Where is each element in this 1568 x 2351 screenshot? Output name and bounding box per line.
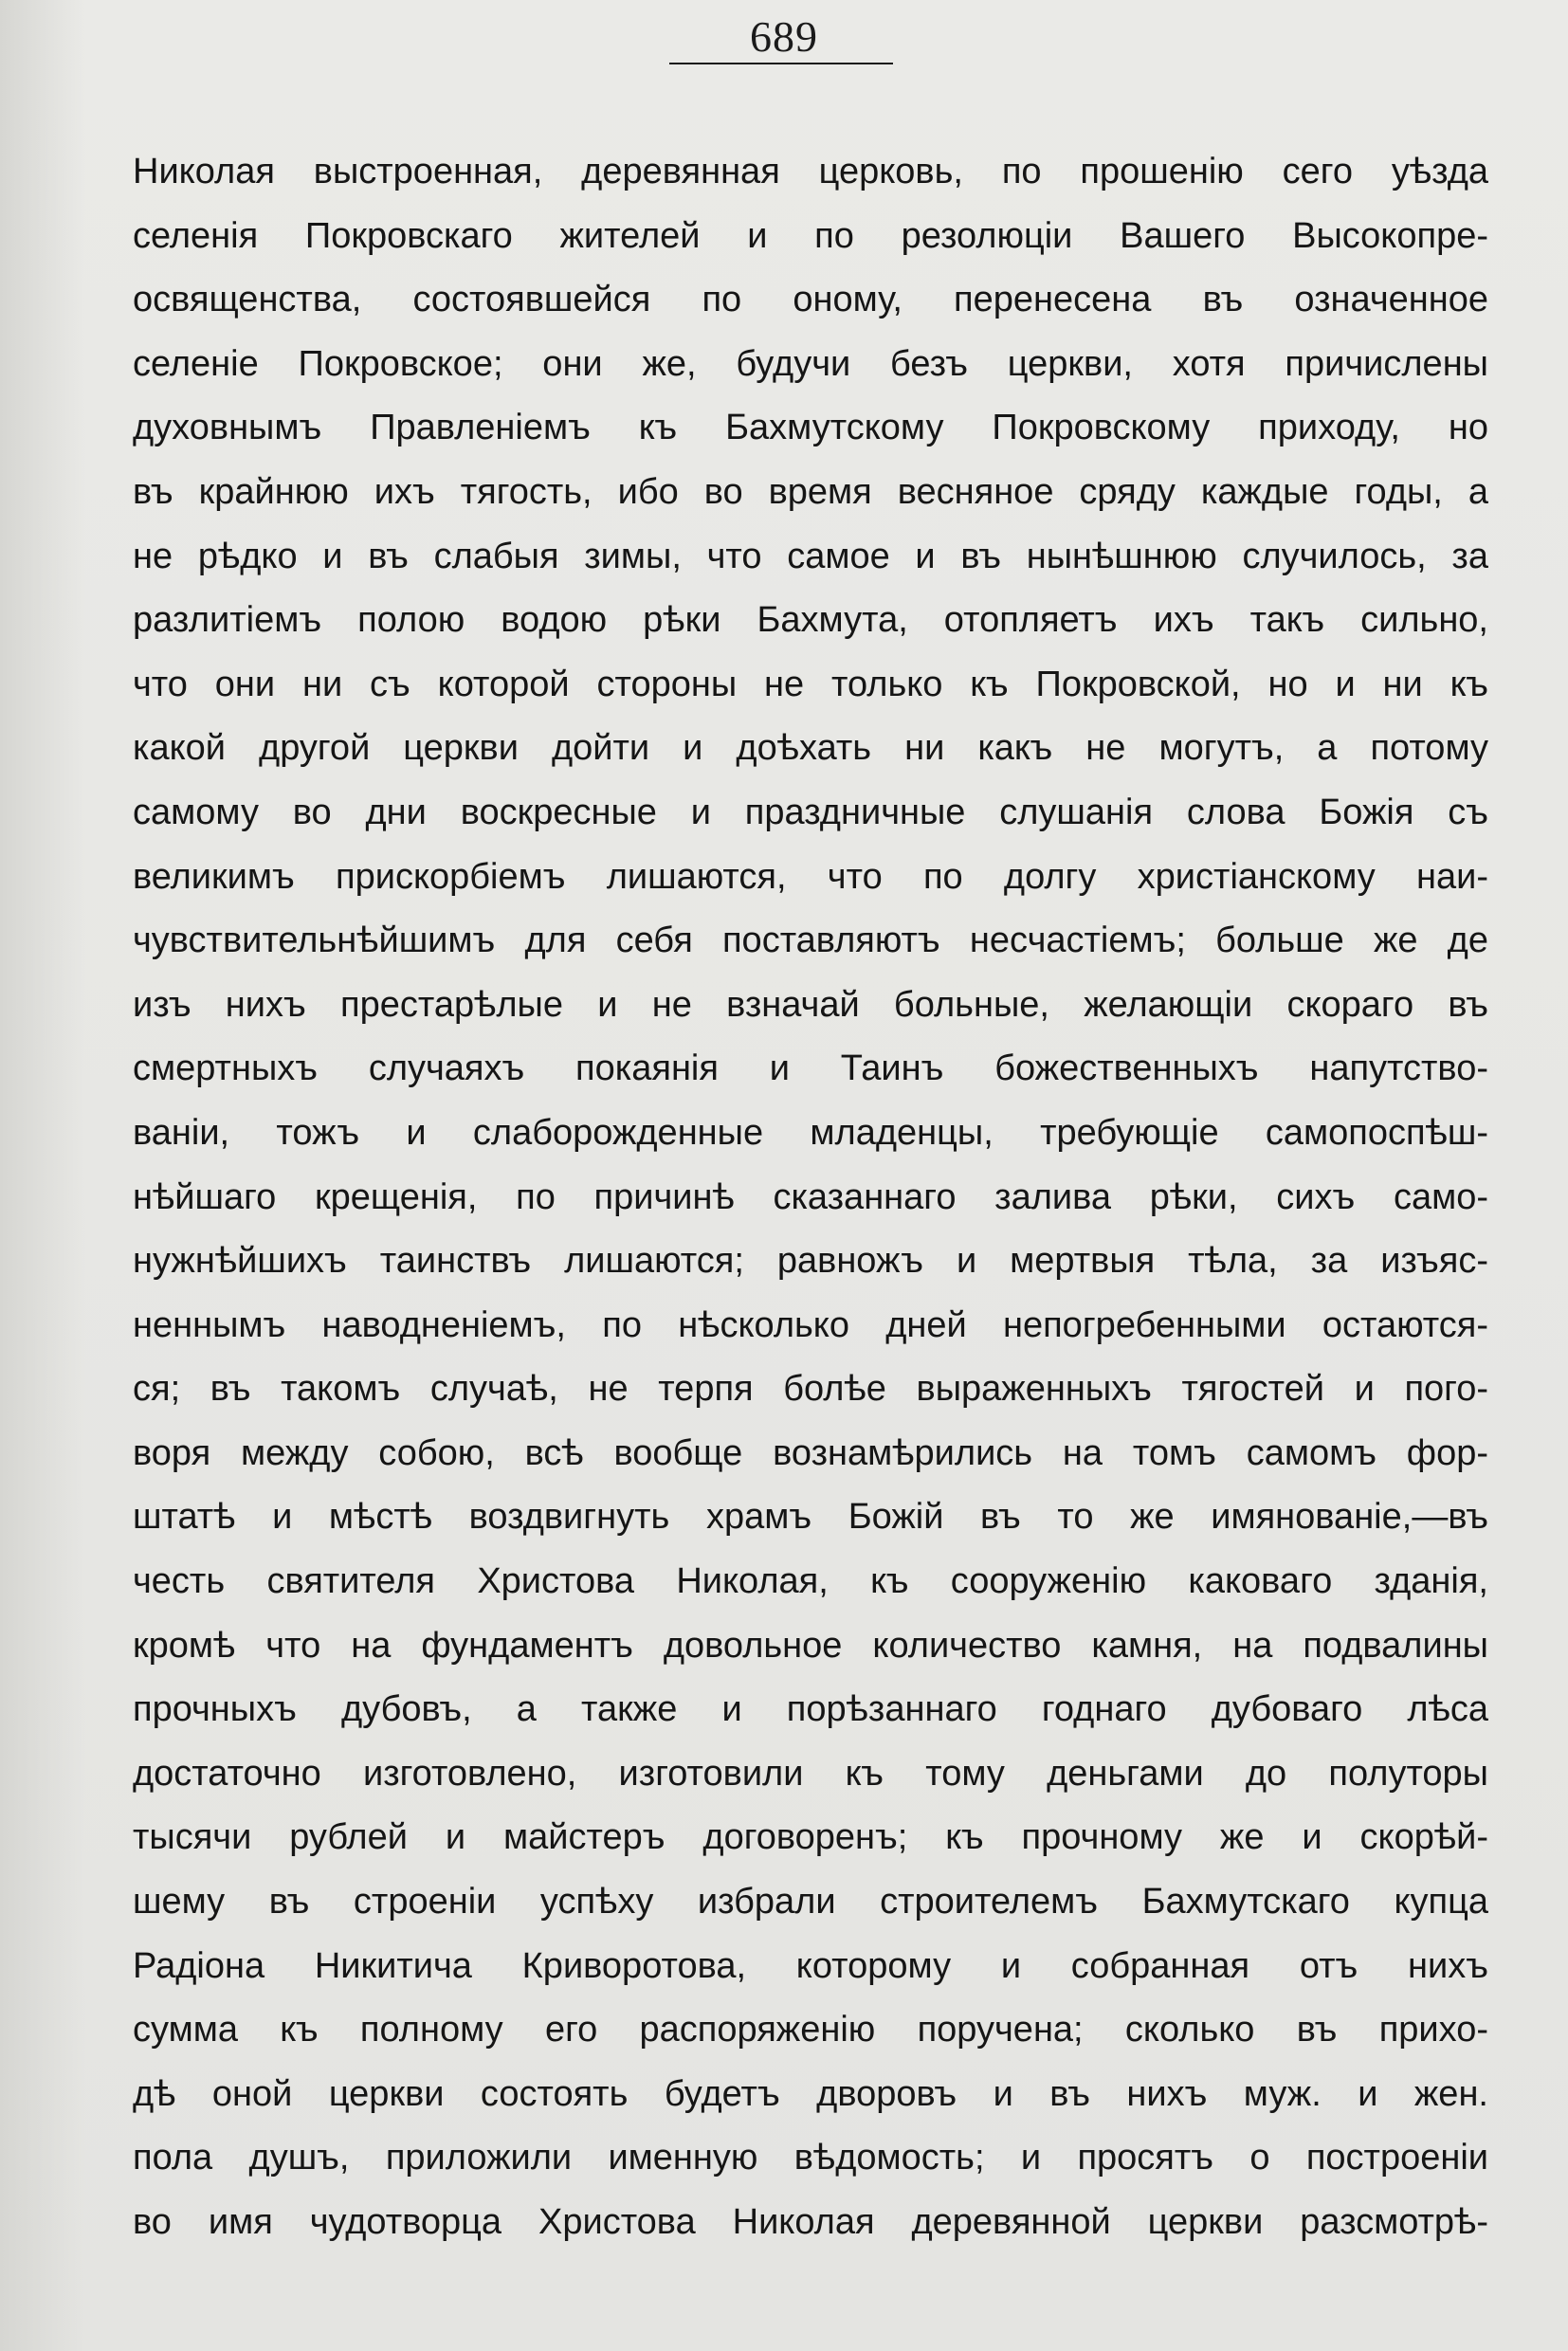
text-line: что они ни съ которой стороны не только къ Покровской, но и ни къ bbox=[133, 664, 1488, 704]
text-line: нужнѣйшихъ таинствъ лишаются; равножъ и мертвыя тѣла, за изъяс- bbox=[133, 1241, 1488, 1282]
body-text bbox=[133, 140, 1488, 2255]
text-line: ваніи, тожъ и слаборожденные младенцы, требующіе самопоспѣш- bbox=[133, 1112, 1488, 1153]
text-line: шему въ строеніи успѣху избрали строителемъ Бахмутскаго купца bbox=[133, 1882, 1488, 1923]
text-line: сумма къ полному его распоряженію поручена; сколько въ прихо- bbox=[133, 2010, 1488, 2050]
text-line: въ крайнюю ихъ тягость, ибо во время весняное сряду каждые годы, а bbox=[133, 471, 1488, 512]
text-line: дѣ оной церкви состоять будетъ дворовъ и въ нихъ муж. и жен. bbox=[133, 2073, 1488, 2114]
text-line: во имя чудотворца Христова Николая деревянной церкви разсмотрѣ- bbox=[133, 2202, 1488, 2242]
text-line: прочныхъ дубовъ, а также и порѣзаннаго годнаго дубоваго лѣса bbox=[133, 1689, 1488, 1730]
text-line: воря между собою, всѣ вообще вознамѣрились на томъ самомъ фор- bbox=[133, 1432, 1488, 1473]
text-line: честь святителя Христова Николая, къ сооруженію каковаго зданія, bbox=[133, 1561, 1488, 1602]
text-line: селенія Покровскаго жителей и по резолюціи Вашего Высокопре- bbox=[133, 215, 1488, 256]
text-line: какой другой церкви дойти и доѣхать ни какъ не могутъ, а потому bbox=[133, 728, 1488, 769]
text-line: духовнымъ Правленіемъ къ Бахмутскому Покровскому приходу, но bbox=[133, 408, 1488, 448]
page-number-rule bbox=[669, 63, 893, 64]
text-line: тысячи рублей и майстеръ договоренъ; къ прочному же и скорѣй- bbox=[133, 1817, 1488, 1858]
text-line: штатѣ и мѣстѣ воздвигнуть храмъ Божій въ то же имянованіе,—въ bbox=[133, 1497, 1488, 1538]
text-line: великимъ прискорбіемъ лишаются, что по долгу христіанскому наи- bbox=[133, 856, 1488, 897]
text-line: достаточно изготовлено, изготовили къ тому деньгами до полуторы bbox=[133, 1753, 1488, 1794]
text-line: освященства, состоявшейся по оному, перенесена въ означенное bbox=[133, 280, 1488, 320]
page-gutter-shadow bbox=[0, 0, 85, 2351]
page-number: 689 bbox=[750, 12, 818, 61]
text-line: пола душъ, приложили именную вѣдомость; и просятъ о построеніи bbox=[133, 2138, 1488, 2178]
text-line: Николая выстроенная, деревянная церковь, по прошенію сего уѣзда bbox=[133, 152, 1488, 191]
text-line: не рѣдко и въ слабыя зимы, что самое и въ нынѣшнюю случилось, за bbox=[133, 536, 1488, 576]
text-line: ся; въ такомъ случаѣ, не терпя болѣе выраженныхъ тягостей и пого- bbox=[133, 1369, 1488, 1410]
text-line: разлитіемъ полою водою рѣки Бахмута, отопляетъ ихъ такъ сильно, bbox=[133, 600, 1488, 641]
text-line: Радіона Никитича Криворотова, которому и собранная отъ нихъ bbox=[133, 1945, 1488, 1986]
text-line: смертныхъ случаяхъ покаянія и Таинъ божественныхъ напутство- bbox=[133, 1048, 1488, 1089]
text-line: неннымъ наводненіемъ, по нѣсколько дней непогребенными остаются- bbox=[133, 1304, 1488, 1345]
text-line: селеніе Покровское; они же, будучи безъ церкви, хотя причислены bbox=[133, 343, 1488, 384]
text-line: нѣйшаго крещенія, по причинѣ сказаннаго залива рѣки, сихъ само- bbox=[133, 1176, 1488, 1217]
text-line: самому во дни воскресные и праздничные слушанія слова Божія съ bbox=[133, 792, 1488, 832]
text-line: изъ нихъ престарѣлые и не взначай больные, желающіи скораго въ bbox=[133, 984, 1488, 1025]
text-line: кромѣ что на фундаментъ довольное количество камня, на подвалины bbox=[133, 1625, 1488, 1666]
text-line: чувствительнѣйшимъ для себя поставляютъ несчастіемъ; больше же де bbox=[133, 920, 1488, 961]
